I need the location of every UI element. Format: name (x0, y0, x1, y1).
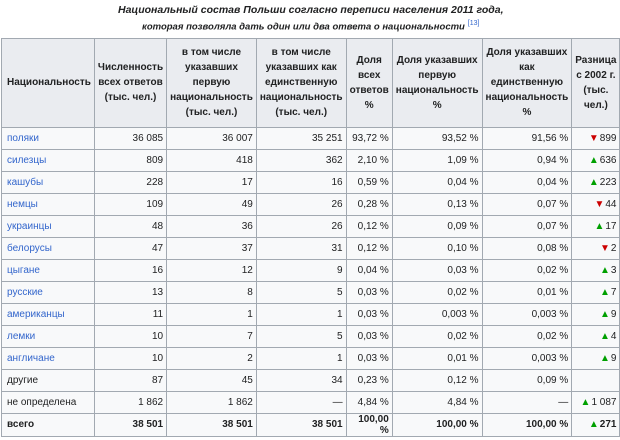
cell-c1: 10 (94, 347, 166, 369)
header-row (2, 38, 620, 127)
nationality-label: другие (2, 369, 95, 391)
nationality-label: всего (2, 413, 95, 436)
cell-c2: 36 (167, 215, 257, 237)
cell-diff (572, 391, 620, 413)
diff-value: 9 (610, 308, 617, 320)
cell-c3: 5 (256, 325, 346, 347)
diff-value: 3 (610, 264, 617, 276)
header-first-nationality[interactable]: в том числе указавших первую национальность (тыс. чел.) (167, 38, 257, 127)
cell-c4: 0,12 % (346, 237, 392, 259)
cell-c6: 91,56 % (482, 127, 572, 149)
table-caption (1, 1, 620, 38)
cell-diff (572, 281, 620, 303)
cell-c2: 38 501 (167, 413, 257, 436)
cell-c2: 37 (167, 237, 257, 259)
cell-c3: 34 (256, 369, 346, 391)
nationality-link[interactable]: цыгане (2, 259, 95, 281)
cell-c6: — (482, 391, 572, 413)
cell-c5: 0,02 % (392, 325, 482, 347)
table-row (2, 259, 620, 281)
cell-c3: 16 (256, 171, 346, 193)
cell-c5: 0,10 % (392, 237, 482, 259)
nationality-link[interactable]: англичане (2, 347, 95, 369)
table-row (2, 325, 620, 347)
cell-c1: 1 862 (94, 391, 166, 413)
cell-c4: 100,00 % (346, 413, 392, 436)
cell-c6: 0,01 % (482, 281, 572, 303)
cell-c4: 0,28 % (346, 193, 392, 215)
cell-c1: 48 (94, 215, 166, 237)
diff-value: 44 (605, 198, 617, 210)
cell-c2: 36 007 (167, 127, 257, 149)
cell-c1: 109 (94, 193, 166, 215)
cell-c4: 0,03 % (346, 325, 392, 347)
cell-c2: 1 862 (167, 391, 257, 413)
diff-value: 2 (610, 242, 617, 254)
cell-c6: 100,00 % (482, 413, 572, 436)
table-row (2, 215, 620, 237)
cell-c2: 7 (167, 325, 257, 347)
nationality-link[interactable]: русские (2, 281, 95, 303)
cell-c3: 35 251 (256, 127, 346, 149)
table-row (2, 193, 620, 215)
increase-triangle-icon: ▲ (600, 330, 610, 342)
cell-c1: 809 (94, 149, 166, 171)
cell-c4: 0,23 % (346, 369, 392, 391)
cell-c2: 12 (167, 259, 257, 281)
cell-diff (572, 237, 620, 259)
cell-c2: 49 (167, 193, 257, 215)
cell-c6: 0,02 % (482, 325, 572, 347)
table-row (2, 303, 620, 325)
header-share-first[interactable]: Доля указавших первую национальность % (392, 38, 482, 127)
cell-c2: 17 (167, 171, 257, 193)
cell-c4: 0,12 % (346, 215, 392, 237)
nationality-label: не определена (2, 391, 95, 413)
cell-c5: 93,52 % (392, 127, 482, 149)
nationality-table (1, 1, 620, 437)
diff-value: 899 (599, 132, 617, 144)
cell-c5: 0,03 % (392, 259, 482, 281)
cell-diff (572, 149, 620, 171)
cell-c5: 0,01 % (392, 347, 482, 369)
cell-c5: 1,09 % (392, 149, 482, 171)
cell-c6: 0,003 % (482, 347, 572, 369)
increase-triangle-icon: ▲ (588, 419, 599, 430)
increase-triangle-icon: ▲ (600, 264, 610, 276)
table-row (2, 347, 620, 369)
diff-value: 7 (610, 286, 617, 298)
cell-diff (572, 171, 620, 193)
cell-c3: 9 (256, 259, 346, 281)
decrease-triangle-icon: ▼ (600, 242, 610, 254)
cell-c4: 93,72 % (346, 127, 392, 149)
cell-c2: 1 (167, 303, 257, 325)
cell-c5: 0,09 % (392, 215, 482, 237)
reference-link[interactable]: [13] (467, 20, 480, 27)
cell-c4: 0,03 % (346, 347, 392, 369)
cell-c3: 1 (256, 303, 346, 325)
increase-triangle-icon: ▲ (588, 154, 599, 166)
cell-c3: 362 (256, 149, 346, 171)
cell-c1: 11 (94, 303, 166, 325)
cell-c6: 0,08 % (482, 237, 572, 259)
table-row (2, 391, 620, 413)
cell-c1: 228 (94, 171, 166, 193)
decrease-triangle-icon: ▼ (588, 132, 599, 144)
diff-value: 271 (599, 419, 617, 430)
cell-c5: 0,12 % (392, 369, 482, 391)
increase-triangle-icon: ▲ (588, 176, 599, 188)
table-row (2, 171, 620, 193)
cell-c4: 0,59 % (346, 171, 392, 193)
cell-c1: 87 (94, 369, 166, 391)
cell-c1: 16 (94, 259, 166, 281)
increase-triangle-icon: ▲ (580, 396, 591, 408)
nationality-link[interactable]: поляки (2, 127, 95, 149)
cell-c3: — (256, 391, 346, 413)
diff-value: 636 (599, 154, 617, 166)
cell-c6: 0,94 % (482, 149, 572, 171)
cell-c3: 5 (256, 281, 346, 303)
cell-c5: 0,02 % (392, 281, 482, 303)
cell-c2: 45 (167, 369, 257, 391)
table-row (2, 127, 620, 149)
cell-c5: 0,04 % (392, 171, 482, 193)
cell-c4: 0,03 % (346, 303, 392, 325)
cell-c6: 0,07 % (482, 193, 572, 215)
header-total-answers[interactable]: Численность всех ответов (тыс. чел.) (94, 38, 166, 127)
diff-value: 9 (610, 352, 617, 364)
cell-c1: 38 501 (94, 413, 166, 436)
increase-triangle-icon: ▲ (600, 308, 610, 320)
cell-c2: 8 (167, 281, 257, 303)
cell-c6: 0,09 % (482, 369, 572, 391)
increase-triangle-icon: ▲ (594, 220, 605, 232)
cell-c1: 13 (94, 281, 166, 303)
cell-c5: 4,84 % (392, 391, 482, 413)
table-row (2, 237, 620, 259)
cell-diff (572, 303, 620, 325)
table-row (2, 369, 620, 391)
cell-c6: 0,07 % (482, 215, 572, 237)
cell-c2: 2 (167, 347, 257, 369)
cell-c2: 418 (167, 149, 257, 171)
nationality-link[interactable]: немцы (2, 193, 95, 215)
header-nationality[interactable]: Национальность (2, 38, 95, 127)
cell-c1: 36 085 (94, 127, 166, 149)
cell-c6: 0,003 % (482, 303, 572, 325)
cell-c4: 2,10 % (346, 149, 392, 171)
table-row (2, 281, 620, 303)
nationality-link[interactable]: американцы (2, 303, 95, 325)
cell-diff (572, 127, 620, 149)
table-body (2, 127, 620, 436)
cell-c3: 26 (256, 193, 346, 215)
cell-diff (572, 215, 620, 237)
nationality-link[interactable]: украинцы (2, 215, 95, 237)
cell-c5: 0,13 % (392, 193, 482, 215)
diff-value: 17 (605, 220, 617, 232)
cell-c4: 4,84 % (346, 391, 392, 413)
diff-value: 223 (599, 176, 617, 188)
decrease-triangle-icon: ▼ (594, 198, 605, 210)
cell-c6: 0,04 % (482, 171, 572, 193)
increase-triangle-icon: ▲ (600, 286, 610, 298)
caption-title: Национальный состав Польши согласно переписи населения 2011 года, (117, 4, 504, 16)
diff-value: 4 (610, 330, 617, 342)
cell-diff (572, 369, 620, 391)
cell-c5: 0,003 % (392, 303, 482, 325)
cell-diff (572, 413, 620, 436)
nationality-link[interactable]: белорусы (2, 237, 95, 259)
cell-c3: 1 (256, 347, 346, 369)
cell-c3: 38 501 (256, 413, 346, 436)
cell-diff (572, 193, 620, 215)
total-row (2, 413, 620, 436)
caption-subtitle: которая позволяла дать один или два ответа о национальности (142, 21, 465, 33)
cell-c5: 100,00 % (392, 413, 482, 436)
cell-diff (572, 325, 620, 347)
nationality-link[interactable]: кашубы (2, 171, 95, 193)
increase-triangle-icon: ▲ (600, 352, 610, 364)
header-share-total[interactable]: Доля всех ответов % (346, 38, 392, 127)
cell-c4: 0,03 % (346, 281, 392, 303)
header-sole-nationality[interactable]: в том числе указавших как единственную национальность (тыс. чел.) (256, 38, 346, 127)
cell-c3: 26 (256, 215, 346, 237)
cell-c4: 0,04 % (346, 259, 392, 281)
cell-c1: 47 (94, 237, 166, 259)
table-row (2, 149, 620, 171)
cell-diff (572, 259, 620, 281)
cell-c6: 0,02 % (482, 259, 572, 281)
nationality-link[interactable]: лемки (2, 325, 95, 347)
nationality-link[interactable]: силезцы (2, 149, 95, 171)
cell-c3: 31 (256, 237, 346, 259)
header-diff-2002[interactable]: Разница с 2002 г. (тыс. чел.) (572, 38, 620, 127)
cell-c1: 10 (94, 325, 166, 347)
header-share-sole[interactable]: Доля указавших как единственную национальность % (482, 38, 572, 127)
cell-diff (572, 347, 620, 369)
diff-value: 1 087 (591, 396, 617, 408)
